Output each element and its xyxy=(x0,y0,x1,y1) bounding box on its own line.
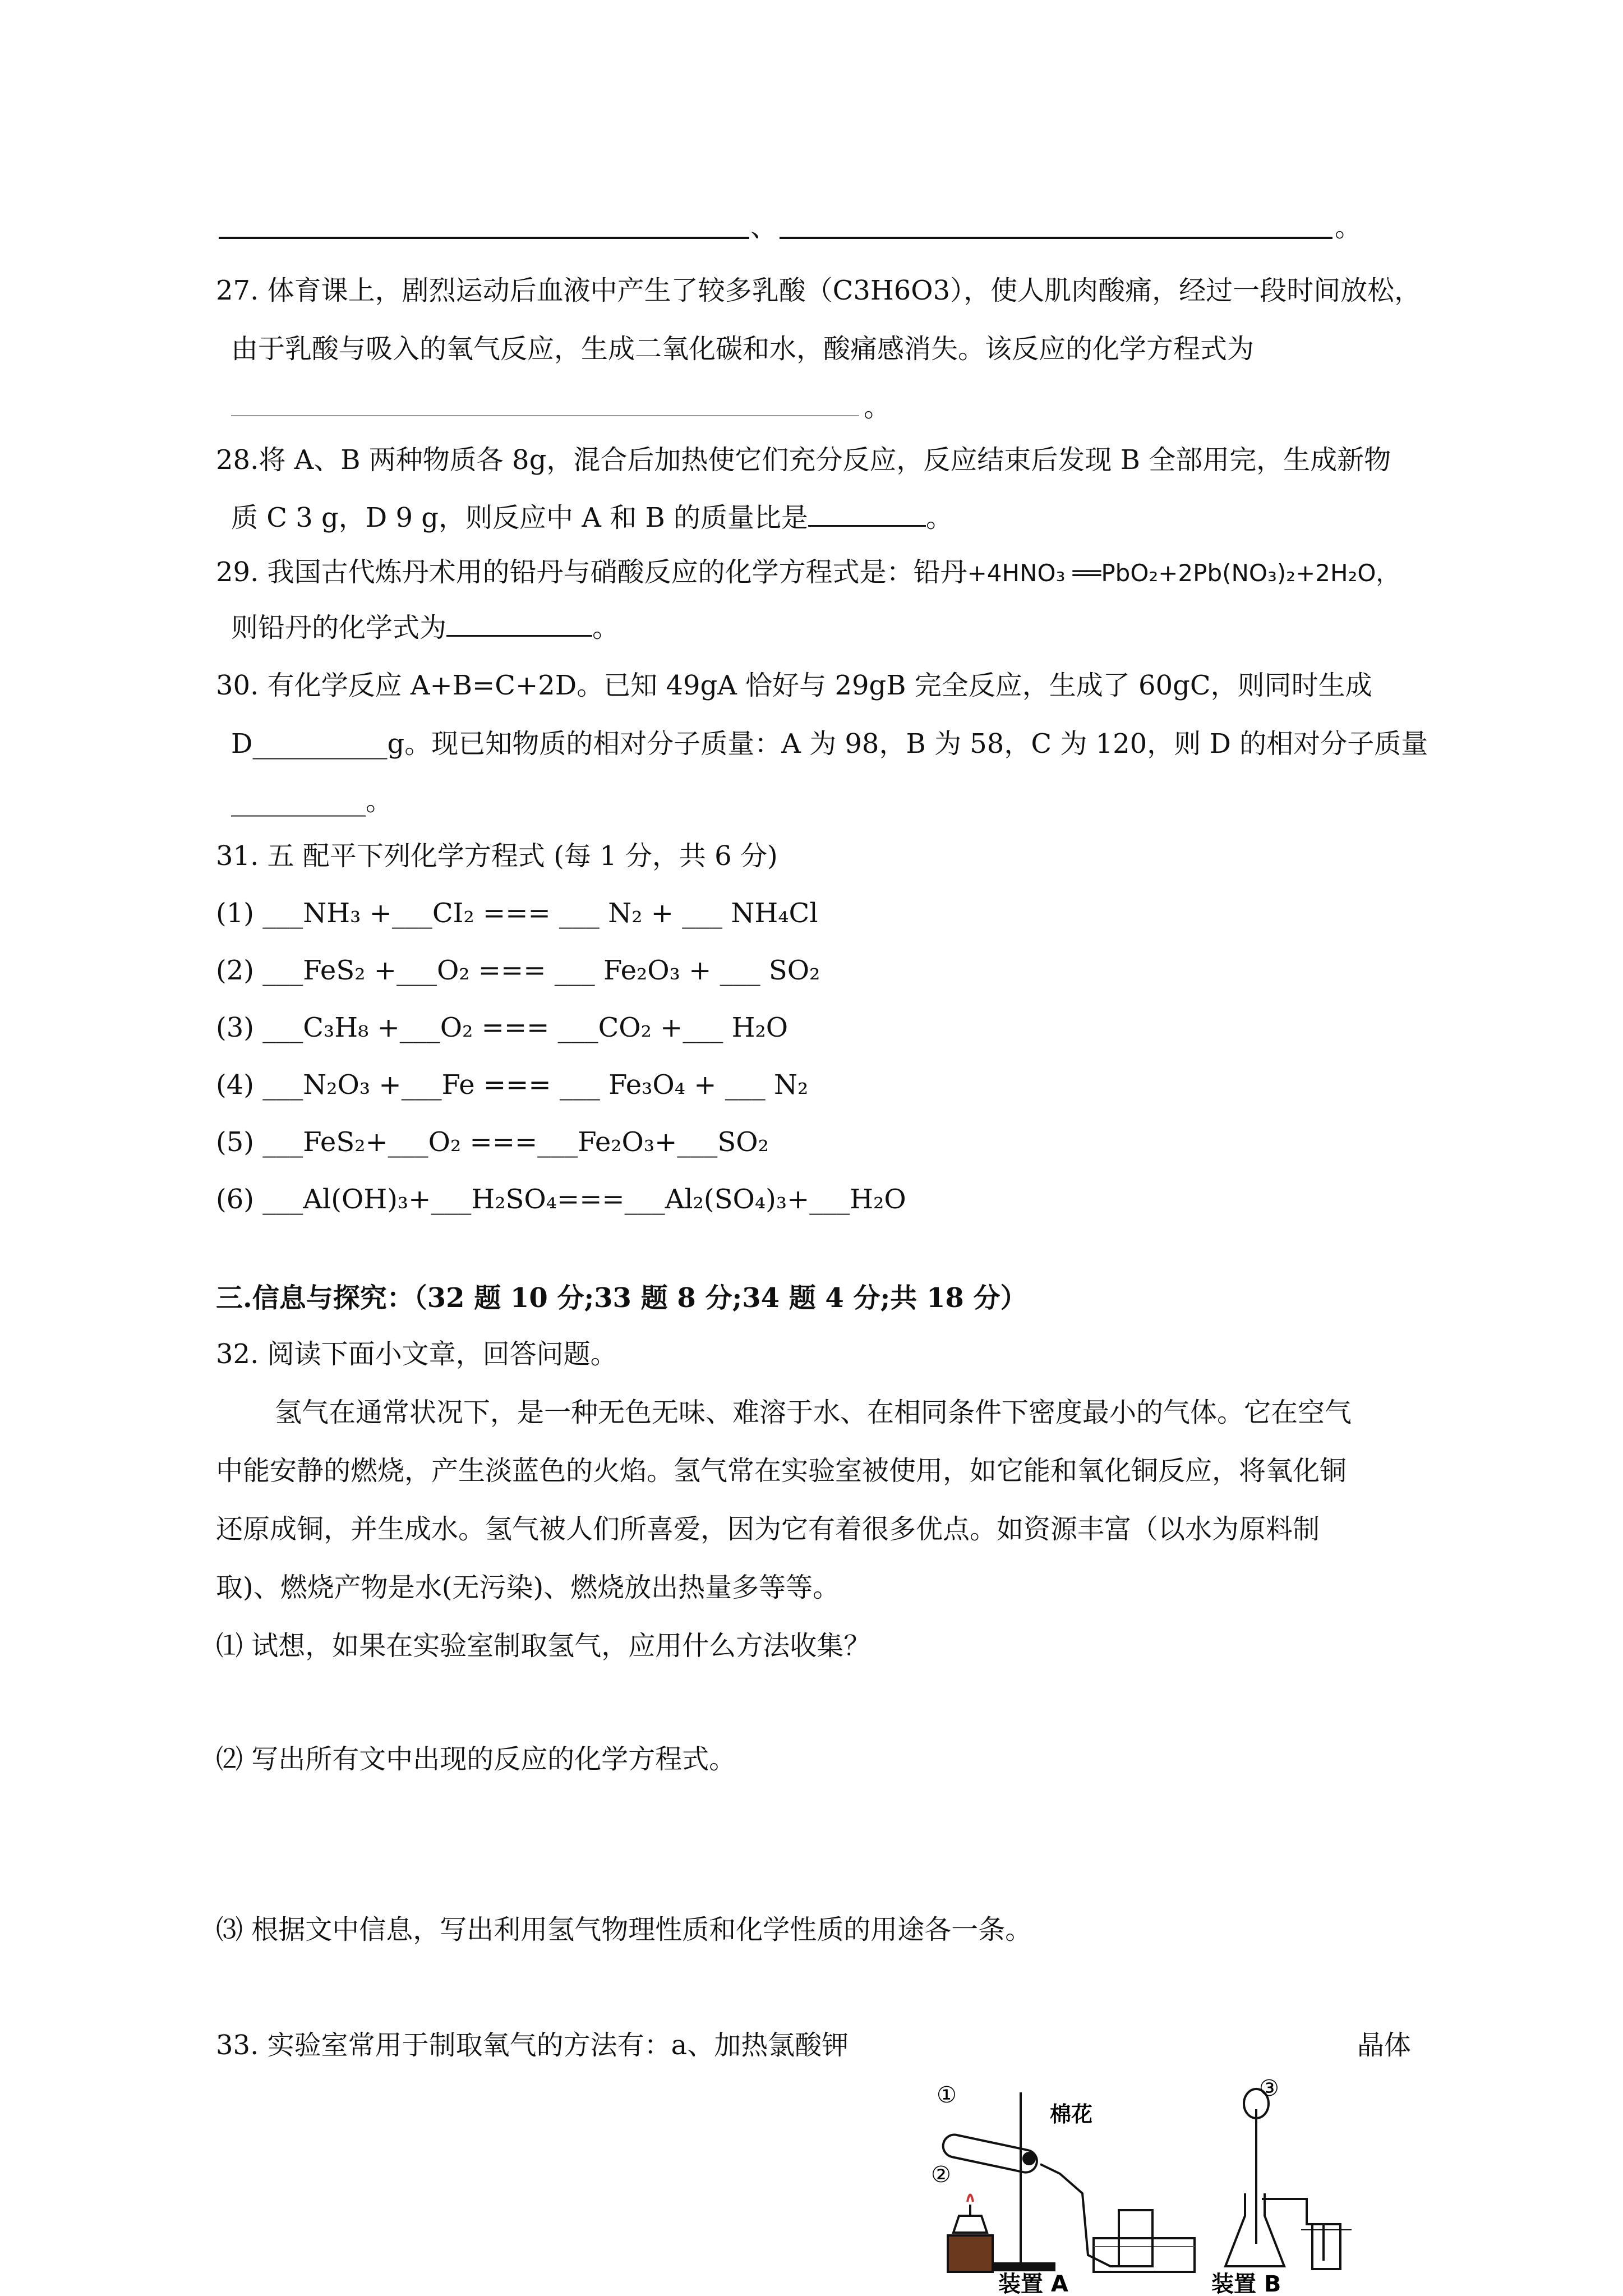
gas-bottle xyxy=(1312,2224,1340,2269)
q27-answer-line xyxy=(231,415,859,416)
conical-flask xyxy=(1225,2193,1284,2266)
q32-para-line4: 取)、燃烧产物是水(无污染)、燃烧放出热量多等等。 xyxy=(216,1572,840,1603)
alcohol-burner xyxy=(953,2205,987,2233)
caption-apparatus-b: 装置 B xyxy=(1211,2271,1281,2296)
q31-item-6: (6) ___Al(OH)₃+___H₂SO₄===___Al₂(SO₄)₃+___H₂O xyxy=(216,1184,906,1215)
q31-item-3: (3) ___C₃H₈ +___O₂ === ___CO₂ +___ H₂O xyxy=(216,1012,789,1043)
period: 。 xyxy=(1335,211,1362,243)
caption-apparatus-a: 装置 A xyxy=(998,2271,1068,2296)
q29-line1 xyxy=(216,555,1399,590)
q29-blank xyxy=(446,610,592,637)
q29-equation: +4HNO₃ ══PbO₂+2Pb(NO₃)₂+2H₂O， xyxy=(967,559,1400,587)
answer-line-right xyxy=(780,237,1332,239)
q32-para-line3: 还原成铜，并生成水。氢气被人们所喜爱，因为它有着很多优点。如资源丰富（以水为原料制 xyxy=(216,1513,1320,1545)
q31-item-4: (4) ___N₂O₃ +___Fe === ___ Fe₃O₄ + ___ N₂ xyxy=(216,1069,809,1101)
q32-intro: 32. 阅读下面小文章，回答问题。 xyxy=(216,1338,617,1370)
q30-line1: 30. 有化学反应 A+B=C+2D。已知 49gA 恰好与 29gB 完全反应，生成了 60gC，则同时生成 xyxy=(216,670,1372,701)
brick-block xyxy=(948,2235,993,2272)
q28-blank xyxy=(808,500,926,527)
test-tube xyxy=(941,2133,1039,2174)
q32-subq-3: ⑶ 根据文中信息，写出利用氢气物理性质和化学性质的用途各一条。 xyxy=(216,1914,1032,1945)
q27-line1: 27. 体育课上，剧烈运动后血液中产生了较多乳酸（C3H6O3），使人肌肉酸痛，经过一段时间放松， xyxy=(216,275,1422,306)
q32-subq-2: ⑵ 写出所有文中出现的反应的化学方程式。 xyxy=(216,1743,736,1775)
q31-item-1: (1) ___NH₃ +___CI₂ === ___ N₂ + ___ NH₄Cl xyxy=(216,898,818,929)
q31-item-5: (5) ___FeS₂+___O₂ ===___Fe₂O₃+___SO₂ xyxy=(216,1126,769,1158)
separator: 、 xyxy=(750,211,778,243)
clamp xyxy=(1023,2153,1035,2164)
section3-heading: 三.信息与探究：（32 题 10 分;33 题 8 分;34 题 4 分;共 18 分） xyxy=(216,1282,1027,1314)
apparatus-diagram xyxy=(920,2076,1357,2296)
stand-base xyxy=(993,2263,1054,2270)
cotton-label: 棉花 xyxy=(1050,2102,1093,2127)
q31-title: 31. 五 配平下列化学方程式 (每 1 分，共 6 分) xyxy=(216,840,778,872)
q28-line1: 28.将 A、B 两种物质各 8g，混合后加热使它们充分反应，反应结束后发现 B 全部用完，生成新物 xyxy=(216,444,1391,476)
q33-line1: 33. 实验室常用于制取氧气的方法有：a、加热氯酸钾 xyxy=(216,2030,849,2061)
q30-line3: __________。 xyxy=(231,785,393,817)
marker-1: ① xyxy=(937,2082,957,2108)
marker-2: ② xyxy=(931,2162,951,2188)
q30-line2: D__________g。现已知物质的相对分子质量：A 为 98，B 为 58，C 为 120，则 D 的相对分子质量 xyxy=(231,728,1428,760)
q32-subq-1: ⑴ 试想，如果在实验室制取氢气，应用什么方法收集？ xyxy=(216,1630,871,1662)
q27-line2: 由于乳酸与吸入的氧气反应，生成二氧化碳和水，酸痛感消失。该反应的化学方程式为 xyxy=(231,333,1255,365)
q33-line1-right: 晶体 xyxy=(1357,2030,1412,2061)
q27-end: 。 xyxy=(864,392,891,423)
q31-item-2: (2) ___FeS₂ +___O₂ === ___ Fe₂O₃ + ___ SO₂ xyxy=(216,955,820,986)
q29-line2-text: 则铅丹的化学式为 xyxy=(231,612,447,643)
flame xyxy=(967,2195,973,2202)
q28-line2 xyxy=(231,500,953,535)
q28-end: 。 xyxy=(926,502,953,533)
q29-line2 xyxy=(231,610,619,645)
q32-para-line1: 氢气在通常状况下，是一种无色无味、难溶于水、在相同条件下密度最小的气体。它在空气 xyxy=(275,1397,1352,1428)
q32-para-line2: 中能安静的燃烧，产生淡蓝色的火焰。氢气常在实验室被使用，如它能和氧化铜反应，将氧化铜 xyxy=(216,1455,1347,1487)
delivery-tube-a xyxy=(1040,2164,1122,2266)
answer-line-left xyxy=(219,237,749,239)
q29-end: 。 xyxy=(592,612,620,643)
q29-line1-text: 29. 我国古代炼丹术用的铅丹与硝酸反应的化学方程式是：铅丹 xyxy=(216,556,967,588)
marker-3: ③ xyxy=(1259,2076,1279,2101)
q28-line2-text: 质 C 3 g，D 9 g，则反应中 A 和 B 的质量比是 xyxy=(231,502,809,533)
